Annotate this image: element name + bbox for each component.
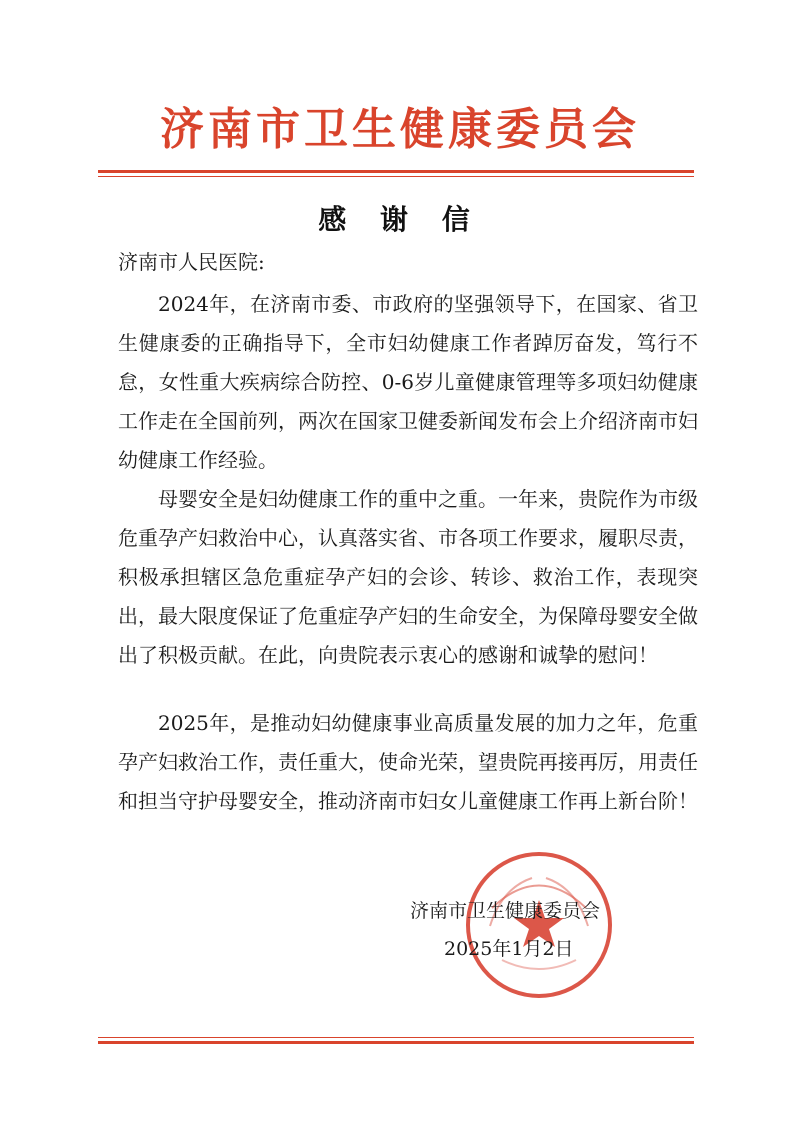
letterhead-org-name: 济南市卫生健康委员会 xyxy=(160,104,640,155)
footer-rule-thick xyxy=(98,1041,694,1044)
letter-paragraph-3: 2025年，是推动妇幼健康事业高质量发展的加力之年，危重孕产妇救治工作，责任重大，使命光荣，望贵院再接再厉，用责任和担当守护母婴安全，推动济南市妇女儿童健康工作再上新台阶！ xyxy=(118,711,698,813)
letterhead-rule-thin xyxy=(98,176,694,177)
letter-paragraph-1: 2024年，在济南市委、市政府的坚强领导下，在国家、省卫生健康委的正确指导下，全市妇幼健康工作者踔厉奋发，笃行不怠，女性重大疾病综合防控、0-6岁儿童健康管理等多项妇幼健康工作走在全国前列，两次在国家卫健委新闻发布会上介绍济南市妇幼健康工作经验。 xyxy=(118,292,698,472)
letterhead-rule-thick xyxy=(98,170,694,173)
letter-paragraph-2: 母婴安全是妇幼健康工作的重中之重。一年来，贵院作为市级危重孕产妇救治中心，认真落实省、市各项工作要求，履职尽责，积极承担辖区急危重症孕产妇的会诊、转诊、救治工作，表现突出，最大限度保证了危重症孕产妇的生命安全，为保障母婴安全做出了积极贡献。在此，向贵院表示衷心的感谢和诚挚的慰问！ xyxy=(118,487,698,667)
letter-title: 感 谢 信 xyxy=(318,203,482,236)
signature-organization: 济南市卫生健康委员会 xyxy=(410,900,601,922)
signature-date: 2025年1月2日 xyxy=(444,938,574,960)
letter-salutation: 济南市人民医院: xyxy=(118,250,265,274)
footer-rule-thin xyxy=(98,1037,694,1038)
